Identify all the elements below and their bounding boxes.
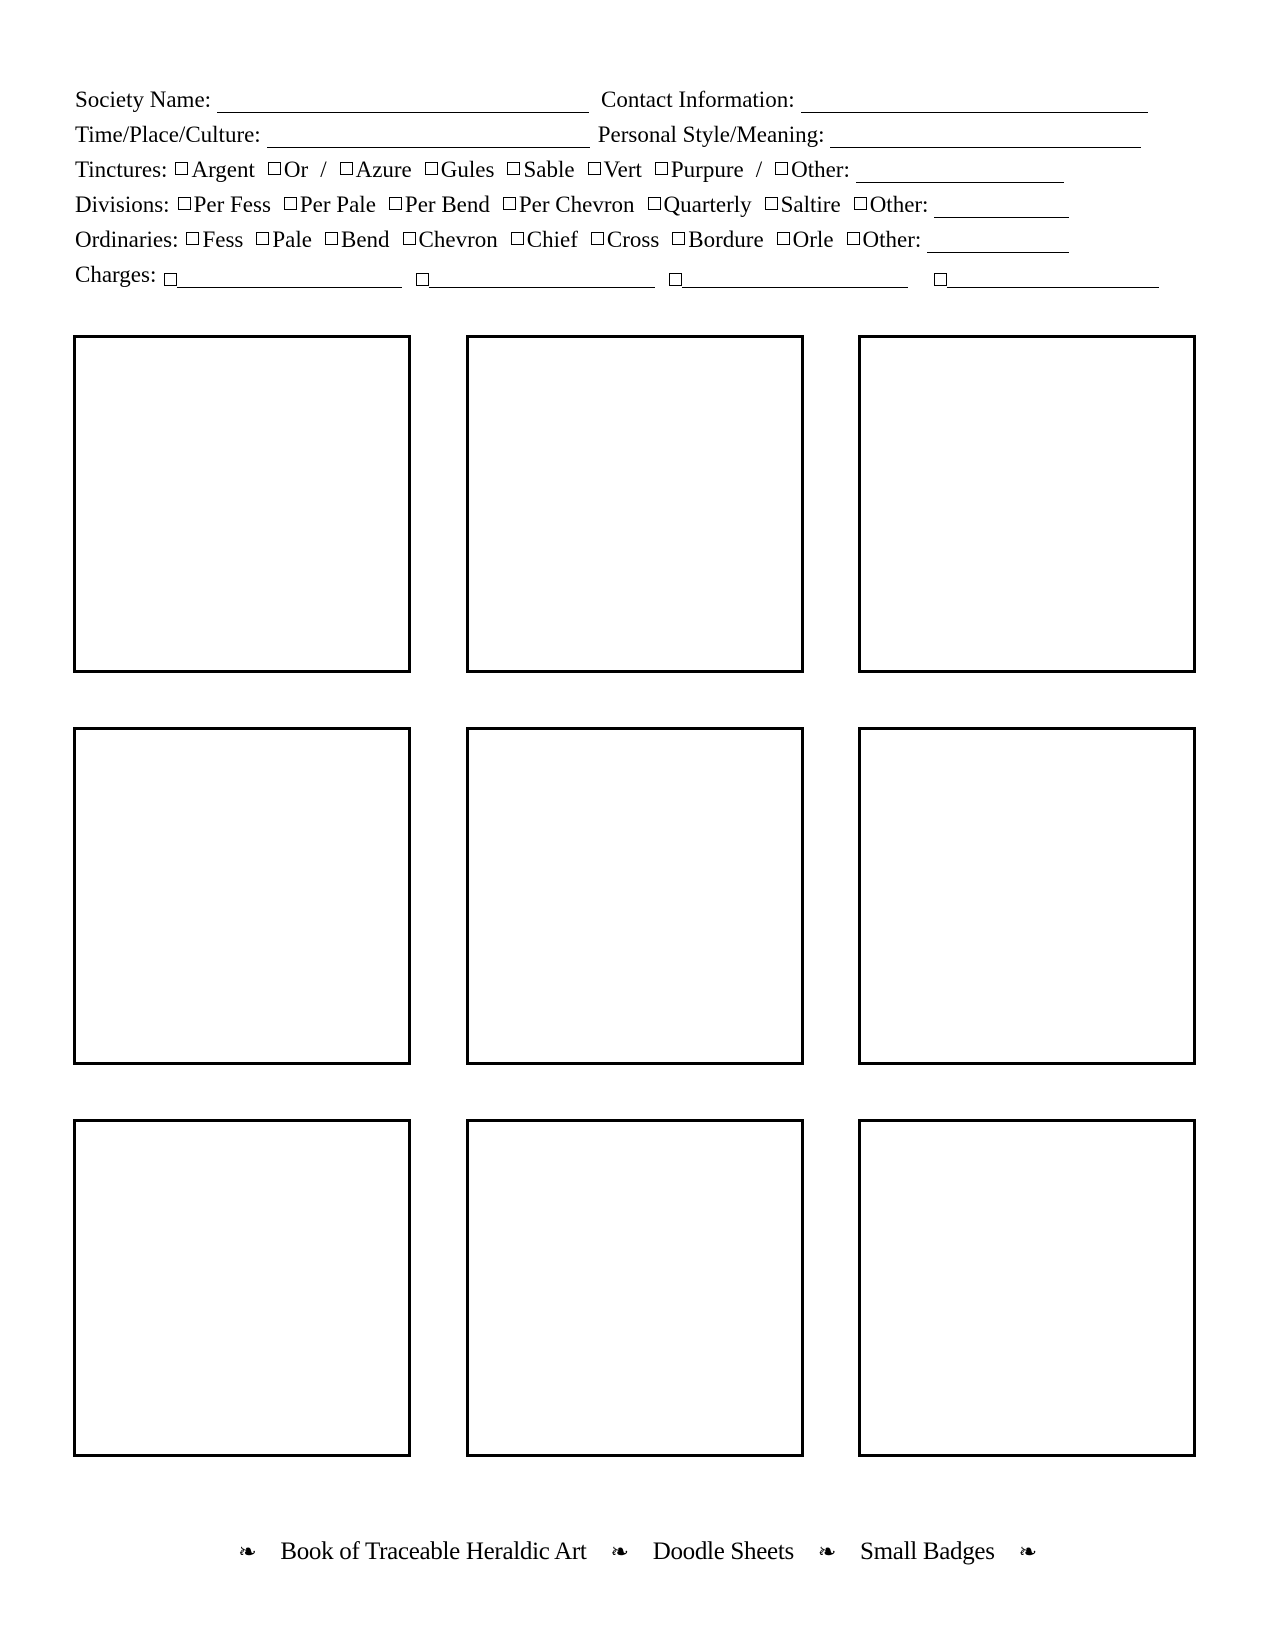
fleuron-icon: ❧ (610, 1539, 629, 1564)
row-tinctures (75, 148, 1200, 183)
time-place-field[interactable] (267, 127, 590, 148)
footer-small-badges: Small Badges (860, 1538, 995, 1565)
checkbox[interactable] (178, 197, 191, 210)
option-bordure[interactable]: Bordure (659, 227, 763, 253)
fleuron-icon: ❧ (1018, 1539, 1037, 1564)
checkbox[interactable] (588, 162, 601, 175)
option-chief[interactable]: Chief (498, 227, 578, 253)
checkbox[interactable] (669, 273, 682, 286)
charge-field-1[interactable] (177, 267, 402, 288)
society-name-field[interactable] (217, 92, 589, 113)
option-azure[interactable]: Azure (327, 157, 412, 183)
footer (0, 1538, 1275, 1566)
option-or[interactable]: Or (255, 157, 308, 183)
option-fess[interactable]: Fess (178, 227, 243, 253)
checkbox[interactable] (765, 197, 778, 210)
checkbox[interactable] (340, 162, 353, 175)
tinctures-label: Tinctures: (75, 157, 168, 182)
checkbox[interactable] (268, 162, 281, 175)
checkbox[interactable] (389, 197, 402, 210)
charge-field-3[interactable] (682, 267, 908, 288)
personal-style-field[interactable] (830, 127, 1141, 148)
checkbox[interactable] (777, 232, 790, 245)
option-cross[interactable]: Cross (578, 227, 659, 253)
time-place-label: Time/Place/Culture: (75, 122, 261, 147)
option-pale[interactable]: Pale (243, 227, 312, 253)
doodle-box[interactable] (858, 335, 1196, 673)
doodle-box[interactable] (73, 1119, 411, 1457)
option-chevron[interactable]: Chevron (390, 227, 498, 253)
charge-field-2[interactable] (429, 267, 655, 288)
fleuron-icon: ❧ (817, 1539, 837, 1564)
option-per-pale[interactable]: Per Pale (271, 192, 376, 218)
footer-book-title: Book of Traceable Heraldic Art (280, 1538, 587, 1565)
row-society-contact (75, 78, 1200, 113)
checkbox[interactable] (164, 273, 177, 286)
checkbox[interactable] (256, 232, 269, 245)
fleuron-icon: ❧ (238, 1539, 257, 1564)
option-per-chevron[interactable]: Per Chevron (490, 192, 635, 218)
ordinary-other-field[interactable] (927, 232, 1069, 253)
checkbox[interactable] (186, 232, 199, 245)
option-gules[interactable]: Gules (412, 157, 495, 183)
option-saltire[interactable]: Saltire (752, 192, 841, 218)
row-divisions (75, 183, 1200, 218)
checkbox[interactable] (507, 162, 520, 175)
checkbox[interactable] (503, 197, 516, 210)
division-other-field[interactable] (934, 197, 1069, 218)
checkbox[interactable] (672, 232, 685, 245)
option-sable[interactable]: Sable (494, 157, 574, 183)
checkbox[interactable] (655, 162, 668, 175)
ordinaries-label: Ordinaries: (75, 227, 179, 252)
divider-slash: / (320, 157, 327, 182)
footer-doodle-sheets: Doodle Sheets (652, 1538, 794, 1565)
option-argent[interactable]: Argent (167, 157, 254, 183)
doodle-box[interactable] (858, 1119, 1196, 1457)
charge-field-4[interactable] (947, 267, 1159, 288)
checkbox[interactable] (325, 232, 338, 245)
divider-slash: / (755, 157, 763, 182)
doodle-box[interactable] (466, 727, 804, 1065)
checkbox[interactable] (511, 232, 524, 245)
checkbox[interactable] (175, 162, 188, 175)
contact-label: Contact Information: (601, 87, 795, 112)
option-orle[interactable]: Orle (764, 227, 834, 253)
doodle-box[interactable] (466, 335, 804, 673)
option-bend[interactable]: Bend (312, 227, 390, 253)
doodle-box[interactable] (73, 727, 411, 1065)
option-quarterly[interactable]: Quarterly (635, 192, 752, 218)
doodle-box[interactable] (858, 727, 1196, 1065)
checkbox[interactable] (648, 197, 661, 210)
option-per-bend[interactable]: Per Bend (376, 192, 490, 218)
personal-style-label: Personal Style/Meaning: (597, 122, 825, 147)
option-per-fess[interactable]: Per Fess (170, 192, 271, 218)
checkbox[interactable] (416, 273, 429, 286)
row-time-style (75, 113, 1200, 148)
checkbox[interactable] (403, 232, 416, 245)
society-name-label: Society Name: (75, 87, 212, 112)
option-other[interactable]: Other: (834, 227, 922, 253)
checkbox[interactable] (847, 232, 860, 245)
option-purpure[interactable]: Purpure (642, 157, 744, 183)
checkbox[interactable] (934, 273, 947, 286)
doodle-box[interactable] (466, 1119, 804, 1457)
checkbox[interactable] (854, 197, 867, 210)
heraldry-form (75, 78, 1200, 288)
option-other[interactable]: Other: (841, 192, 929, 218)
divisions-label: Divisions: (75, 192, 170, 217)
doodle-box[interactable] (73, 335, 411, 673)
checkbox[interactable] (775, 162, 788, 175)
option-other[interactable]: Other: (762, 157, 850, 183)
row-ordinaries (75, 218, 1200, 253)
checkbox[interactable] (284, 197, 297, 210)
checkbox[interactable] (591, 232, 604, 245)
contact-field[interactable] (801, 92, 1148, 113)
row-charges (75, 253, 1200, 288)
charges-label: Charges: (75, 262, 157, 287)
checkbox[interactable] (425, 162, 438, 175)
option-vert[interactable]: Vert (575, 157, 642, 183)
tincture-other-field[interactable] (856, 162, 1064, 183)
